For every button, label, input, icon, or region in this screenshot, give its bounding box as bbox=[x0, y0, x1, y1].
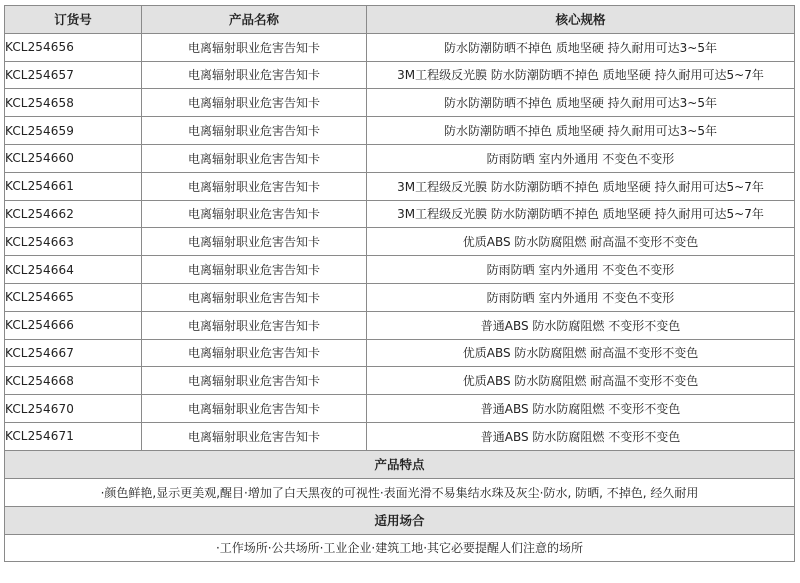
core-spec-cell: 防水防潮防晒不掉色 质地坚硬 持久耐用可达3~5年 bbox=[367, 89, 795, 117]
table-row bbox=[5, 339, 795, 367]
table-row bbox=[5, 283, 795, 311]
header-product-name: 产品名称 bbox=[142, 6, 367, 34]
table-row bbox=[5, 395, 795, 423]
table-row bbox=[5, 144, 795, 172]
order-no-cell: KCL254662 bbox=[5, 200, 142, 228]
core-spec-cell: 3M工程级反光膜 防水防潮防晒不掉色 质地坚硬 持久耐用可达5~7年 bbox=[367, 172, 795, 200]
features-title: 产品特点 bbox=[5, 450, 795, 478]
core-spec-cell: 普通ABS 防水防腐阻燃 不变形不变色 bbox=[367, 422, 795, 450]
core-spec-cell: 普通ABS 防水防腐阻燃 不变形不变色 bbox=[367, 395, 795, 423]
order-no-cell: KCL254661 bbox=[5, 172, 142, 200]
table-row bbox=[5, 256, 795, 284]
features-header-row bbox=[5, 450, 795, 478]
product-name-cell: 电离辐射职业危害告知卡 bbox=[142, 200, 367, 228]
order-no-cell: KCL254665 bbox=[5, 283, 142, 311]
product-name-cell: 电离辐射职业危害告知卡 bbox=[142, 172, 367, 200]
core-spec-cell: 普通ABS 防水防腐阻燃 不变形不变色 bbox=[367, 311, 795, 339]
order-no-cell: KCL254656 bbox=[5, 33, 142, 61]
product-name-cell: 电离辐射职业危害告知卡 bbox=[142, 89, 367, 117]
applications-row bbox=[5, 534, 795, 562]
core-spec-cell: 优质ABS 防水防腐阻燃 耐高温不变形不变色 bbox=[367, 228, 795, 256]
header-order-no: 订货号 bbox=[5, 6, 142, 34]
product-name-cell: 电离辐射职业危害告知卡 bbox=[142, 61, 367, 89]
table-row bbox=[5, 117, 795, 145]
table-row bbox=[5, 61, 795, 89]
table-row bbox=[5, 200, 795, 228]
product-name-cell: 电离辐射职业危害告知卡 bbox=[142, 33, 367, 61]
table-row bbox=[5, 33, 795, 61]
core-spec-cell: 3M工程级反光膜 防水防潮防晒不掉色 质地坚硬 持久耐用可达5~7年 bbox=[367, 61, 795, 89]
table-row bbox=[5, 89, 795, 117]
product-name-cell: 电离辐射职业危害告知卡 bbox=[142, 367, 367, 395]
core-spec-cell: 防水防潮防晒不掉色 质地坚硬 持久耐用可达3~5年 bbox=[367, 33, 795, 61]
header-core-spec: 核心规格 bbox=[367, 6, 795, 34]
table-row bbox=[5, 367, 795, 395]
order-no-cell: KCL254660 bbox=[5, 144, 142, 172]
spec-table bbox=[4, 5, 795, 562]
order-no-cell: KCL254659 bbox=[5, 117, 142, 145]
core-spec-cell: 防雨防晒 室内外通用 不变色不变形 bbox=[367, 144, 795, 172]
product-name-cell: 电离辐射职业危害告知卡 bbox=[142, 395, 367, 423]
applications-title: 适用场合 bbox=[5, 506, 795, 534]
table-row bbox=[5, 228, 795, 256]
features-row bbox=[5, 478, 795, 506]
table-body bbox=[5, 33, 795, 450]
product-name-cell: 电离辐射职业危害告知卡 bbox=[142, 117, 367, 145]
applications-header-row bbox=[5, 506, 795, 534]
order-no-cell: KCL254657 bbox=[5, 61, 142, 89]
table-row bbox=[5, 311, 795, 339]
core-spec-cell: 3M工程级反光膜 防水防潮防晒不掉色 质地坚硬 持久耐用可达5~7年 bbox=[367, 200, 795, 228]
core-spec-cell: 防水防潮防晒不掉色 质地坚硬 持久耐用可达3~5年 bbox=[367, 117, 795, 145]
core-spec-cell: 优质ABS 防水防腐阻燃 耐高温不变形不变色 bbox=[367, 367, 795, 395]
order-no-cell: KCL254664 bbox=[5, 256, 142, 284]
core-spec-cell: 防雨防晒 室内外通用 不变色不变形 bbox=[367, 283, 795, 311]
order-no-cell: KCL254658 bbox=[5, 89, 142, 117]
order-no-cell: KCL254667 bbox=[5, 339, 142, 367]
applications-text: ·工作场所·公共场所·工业企业·建筑工地·其它必要提醒人们注意的场所 bbox=[5, 534, 795, 562]
product-name-cell: 电离辐射职业危害告知卡 bbox=[142, 283, 367, 311]
product-name-cell: 电离辐射职业危害告知卡 bbox=[142, 339, 367, 367]
product-name-cell: 电离辐射职业危害告知卡 bbox=[142, 228, 367, 256]
order-no-cell: KCL254666 bbox=[5, 311, 142, 339]
product-name-cell: 电离辐射职业危害告知卡 bbox=[142, 422, 367, 450]
product-name-cell: 电离辐射职业危害告知卡 bbox=[142, 311, 367, 339]
order-no-cell: KCL254663 bbox=[5, 228, 142, 256]
product-name-cell: 电离辐射职业危害告知卡 bbox=[142, 256, 367, 284]
core-spec-cell: 优质ABS 防水防腐阻燃 耐高温不变形不变色 bbox=[367, 339, 795, 367]
table-row bbox=[5, 172, 795, 200]
table-row bbox=[5, 422, 795, 450]
order-no-cell: KCL254671 bbox=[5, 422, 142, 450]
features-text: ·颜色鲜艳,显示更美观,醒目·增加了白天黑夜的可视性·表面光滑不易集结水珠及灰尘·防水, 防晒, 不掉色, 经久耐用 bbox=[5, 478, 795, 506]
order-no-cell: KCL254668 bbox=[5, 367, 142, 395]
header-row bbox=[5, 6, 795, 34]
order-no-cell: KCL254670 bbox=[5, 395, 142, 423]
core-spec-cell: 防雨防晒 室内外通用 不变色不变形 bbox=[367, 256, 795, 284]
product-name-cell: 电离辐射职业危害告知卡 bbox=[142, 144, 367, 172]
